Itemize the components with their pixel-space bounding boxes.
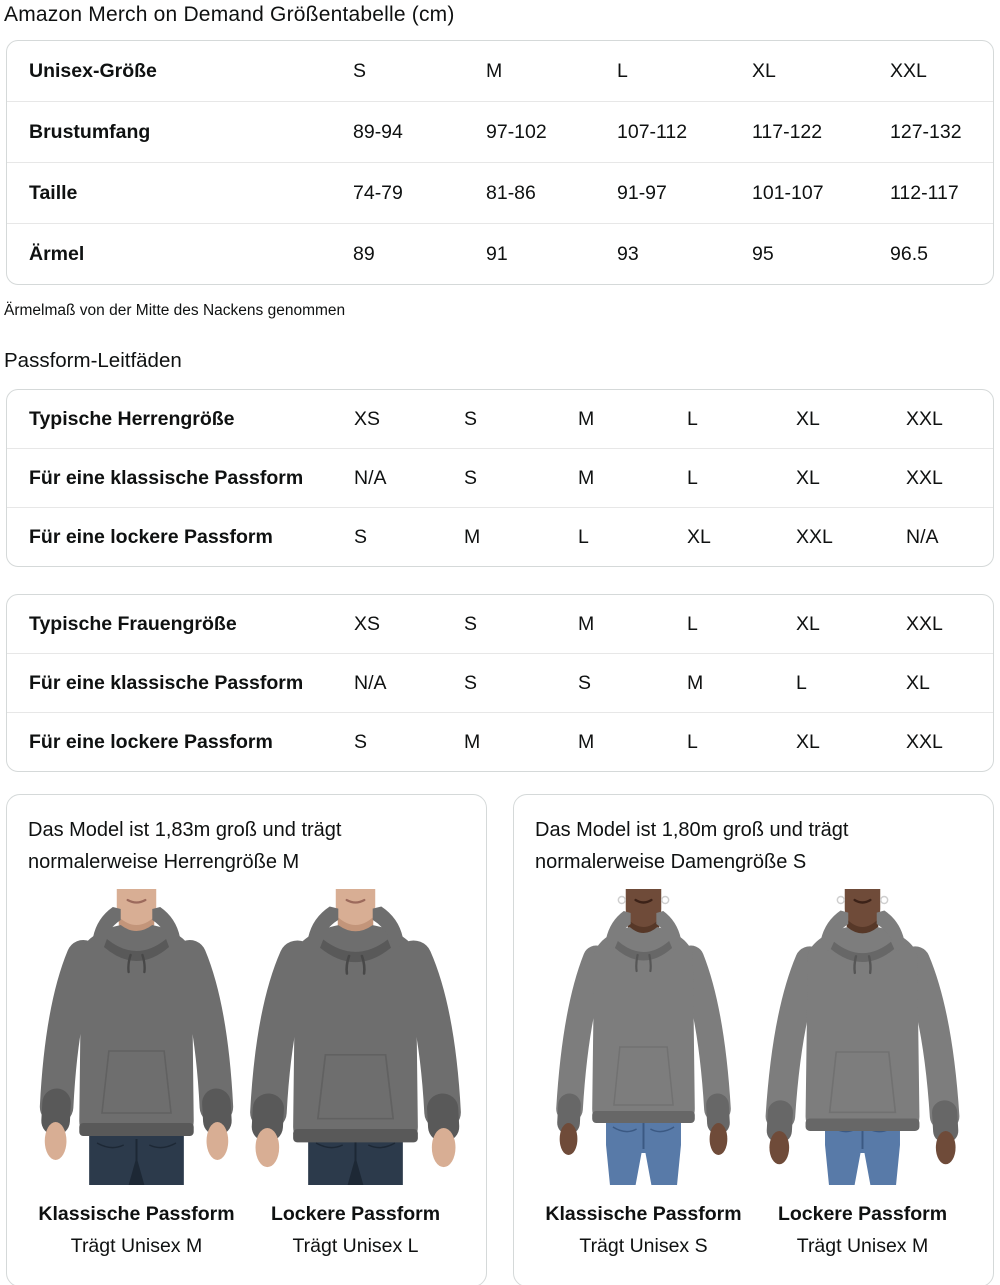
table-row <box>7 507 993 566</box>
size-value: XS <box>354 613 381 635</box>
table-row <box>7 448 993 507</box>
page-title: Amazon Merch on Demand Größentabelle (cm) <box>4 3 455 26</box>
size-value: XXL <box>796 526 833 548</box>
size-value: S <box>353 60 367 82</box>
size-value: XXL <box>906 467 943 489</box>
size-value: XL <box>796 613 820 635</box>
men-fit-table <box>6 389 994 567</box>
size-value: 89 <box>353 243 375 265</box>
size-value: M <box>687 672 704 694</box>
card-description: Das Model ist 1,80m groß und trägt normalerweise Damengröße S <box>535 819 849 873</box>
size-value: 74-79 <box>353 182 403 204</box>
figure-size-label: Trägt Unisex S <box>579 1235 708 1257</box>
size-value: XL <box>906 672 930 694</box>
size-value: M <box>486 60 503 82</box>
size-value: L <box>687 467 698 489</box>
model-figure-classic <box>28 887 245 1258</box>
size-value: 127-132 <box>890 121 962 143</box>
size-value: M <box>578 408 595 430</box>
size-value: L <box>617 60 628 82</box>
size-value: S <box>464 672 478 694</box>
figure-caption <box>247 1202 464 1258</box>
size-value: M <box>464 731 481 753</box>
row-label: Typische Frauengröße <box>29 613 237 635</box>
fit-guides-heading: Passform-Leitfäden <box>4 349 182 372</box>
size-value: L <box>687 613 698 635</box>
figure-caption <box>28 1202 245 1258</box>
size-value: S <box>464 408 478 430</box>
size-value: S <box>354 526 368 548</box>
size-value: 107-112 <box>617 121 688 143</box>
figure-fit-label: Lockere Passform <box>777 1203 948 1225</box>
row-label: Typische Herrengröße <box>29 408 235 430</box>
figure-size-label: Trägt Unisex L <box>292 1235 419 1257</box>
sleeve-note: Ärmelmaß von der Mitte des Nackens genommen <box>4 302 346 319</box>
size-value: XXL <box>890 60 927 82</box>
size-value: S <box>578 672 592 694</box>
size-value: 96.5 <box>890 243 928 265</box>
size-value: M <box>578 731 595 753</box>
model-photo <box>247 887 464 1185</box>
unisex-size-table <box>6 40 994 285</box>
size-value: L <box>578 526 589 548</box>
row-label: Taille <box>29 182 78 204</box>
size-value: 101-107 <box>752 182 824 204</box>
size-value: XL <box>796 408 820 430</box>
size-value: 112-117 <box>890 182 959 204</box>
table-row <box>7 41 993 101</box>
row-label: Für eine klassische Passform <box>29 672 304 694</box>
size-value: M <box>464 526 481 548</box>
female-model-card <box>513 794 994 1285</box>
figures-row <box>28 887 465 1258</box>
model-cards <box>6 794 994 1285</box>
table-row <box>7 653 993 712</box>
table-row <box>7 223 993 284</box>
figure-size-label: Trägt Unisex M <box>70 1235 203 1257</box>
size-value: 117-122 <box>752 121 823 143</box>
table-row <box>7 390 993 448</box>
figure-size-label: Trägt Unisex M <box>796 1235 929 1257</box>
size-value: XL <box>796 467 820 489</box>
size-value: S <box>354 731 368 753</box>
table-row <box>7 712 993 771</box>
size-value: XXL <box>906 613 943 635</box>
model-figure-loose <box>754 887 971 1258</box>
size-value: XXL <box>906 731 943 753</box>
card-description: Das Model ist 1,83m groß und trägt normalerweise Herrengröße M <box>28 819 342 873</box>
size-value: L <box>796 672 807 694</box>
size-value: 89-94 <box>353 121 403 143</box>
size-value: XXL <box>906 408 943 430</box>
row-label: Unisex-Größe <box>29 60 157 82</box>
figure-caption <box>754 1202 971 1258</box>
figure-fit-label: Klassische Passform <box>38 1203 235 1225</box>
figures-row <box>535 887 972 1258</box>
size-value: 81-86 <box>486 182 536 204</box>
figure-fit-label: Klassische Passform <box>545 1203 742 1225</box>
model-photo <box>28 887 245 1185</box>
model-photo <box>535 887 752 1185</box>
size-value: 93 <box>617 243 639 265</box>
model-figure-classic <box>535 887 752 1258</box>
size-value: S <box>464 613 478 635</box>
size-value: XS <box>354 408 381 430</box>
figure-caption <box>535 1202 752 1258</box>
figure-fit-label: Lockere Passform <box>270 1203 441 1225</box>
size-value: M <box>578 467 595 489</box>
model-figure-loose <box>247 887 464 1258</box>
table-row <box>7 162 993 223</box>
row-label: Für eine klassische Passform <box>29 467 304 489</box>
row-label: Ärmel <box>29 243 85 265</box>
size-value: N/A <box>906 526 939 548</box>
size-value: L <box>687 731 698 753</box>
size-value: 97-102 <box>486 121 547 143</box>
size-value: L <box>687 408 698 430</box>
size-value: M <box>578 613 595 635</box>
model-photo <box>754 887 971 1185</box>
size-value: S <box>464 467 478 489</box>
size-value: XL <box>796 731 820 753</box>
size-value: 91-97 <box>617 182 667 204</box>
women-fit-table <box>6 594 994 772</box>
size-value: N/A <box>354 672 387 694</box>
size-value: 95 <box>752 243 774 265</box>
row-label: Brustumfang <box>29 121 151 143</box>
table-row <box>7 595 993 653</box>
row-label: Für eine lockere Passform <box>29 731 273 753</box>
row-label: Für eine lockere Passform <box>29 526 273 548</box>
size-value: XL <box>687 526 711 548</box>
male-model-card <box>6 794 487 1285</box>
size-value: XL <box>752 60 776 82</box>
table-row <box>7 101 993 162</box>
size-value: N/A <box>354 467 387 489</box>
size-value: 91 <box>486 243 508 265</box>
